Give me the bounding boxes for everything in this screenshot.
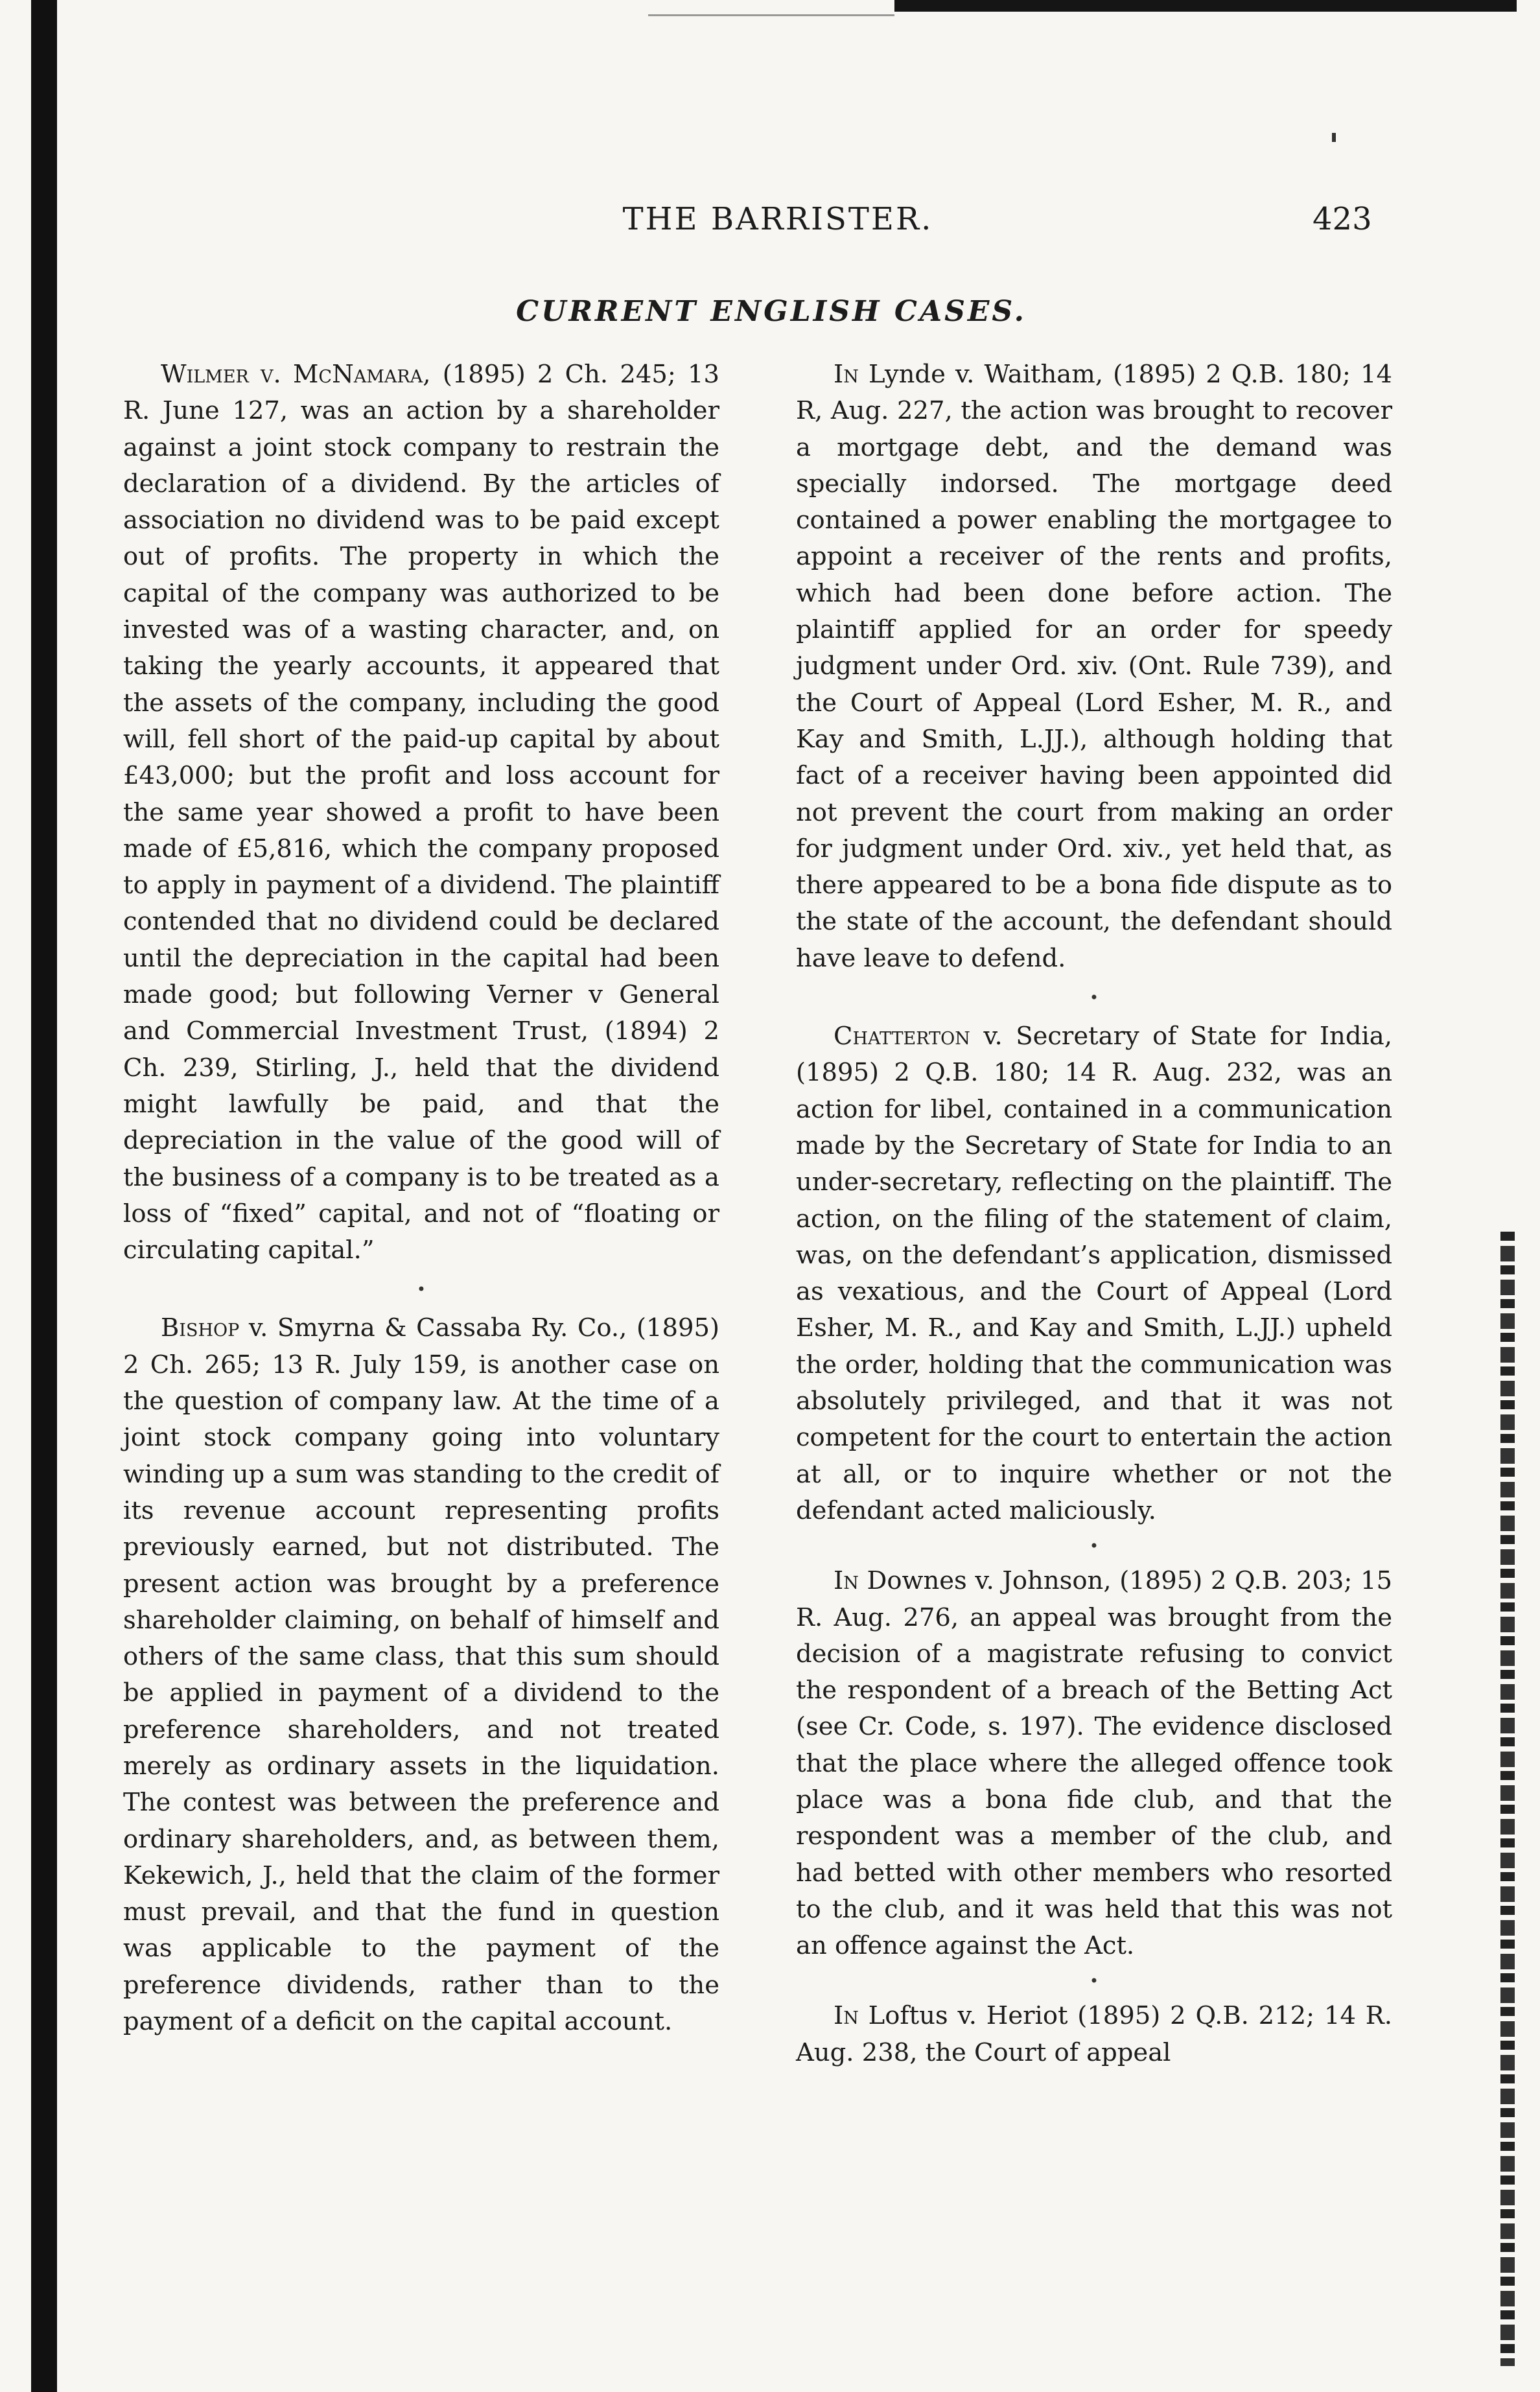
case-body: Lynde v. Waitham, (1895) 2 Q.B. 180; 14 R, Aug. 227, the action was brought to recover a mortgage debt, and the demand was specially indorsed. The mortgage deed contained a power enabling the mortgagee to appoint a receiver of the rents and profits, which had been done before action. The plaintiff applied for an order for speedy judgment under Ord. xiv. (Ont. Rule 739), and the Court of Appeal (Lord Esher, M. R., and Kay and Smith, L.JJ.), although holding that fact of a receiver having been appointed did not prevent the court from making an order for judgment under Ord. xiv., yet held that, as there appeared to be a bona fide dispute as to the state of the account, the defendant should have leave to defend.	[796, 360, 1392, 973]
case-paragraph	[123, 1310, 719, 2040]
case-title: Bishop	[161, 1313, 240, 1343]
case-lead: In	[834, 2001, 859, 2031]
separator-ornament: •	[416, 1280, 426, 1299]
page-number: 423	[1312, 201, 1372, 237]
case-body: v. Secretary of State for India, (1895) 2 Q.B. 180; 14 R. Aug. 232, was an action for libel, contained in a communication made by the Secretary of State for India to an under-secretary, reflecting on the plaintiff. The action, on the filing of the statement of claim, was, on the defendant’s application, dismissed as vexatious, and the Court of Appeal (Lord Esher, M. R., and Kay and Smith, L.JJ.) upheld the order, holding that the communication was absolutely privileged, and that it was not competent for the court to entertain the action at all, or to inquire whether or not the defendant acted maliciously.	[796, 1022, 1392, 1525]
separator-ornament: •	[1089, 1972, 1099, 1991]
case-body: Loftus v. Heriot (1895) 2 Q.B. 212; 14 R. Aug. 238, the Court of appeal	[796, 2001, 1392, 2067]
case-title: Wilmer v. McNamara,	[161, 360, 431, 389]
scan-top-rule	[648, 14, 894, 16]
case-title: Chatterton	[834, 1022, 970, 1051]
separator-ornament: •	[1089, 1537, 1099, 1556]
case-paragraph	[796, 1563, 1392, 1964]
left-column	[123, 357, 719, 2040]
case-body: (1895) 2 Ch. 245; 13 R. June 127, was an action by a shareholder against a joint stock company to restrain the declaration of a dividend. By the articles of association no dividend was to be paid except out of profits. The property in which the capital of the company was authorized to be invested was of a wasting character, and, on taking the yearly accounts, it appeared that the assets of the company, including the good will, fell short of the paid-up capital by about £43,000; but the profit and loss account for the same year showed a profit to have been made of £5,816, which the company proposed to apply in payment of a dividend. The plaintiff contended that no dividend could be declared until the depreciation in the capital had been made good; but following Verner v General and Commercial Investment Trust, (1894) 2 Ch. 239, Stirling, J., held that the dividend might lawfully be paid, and that the depreciation in the value of the good will of the business of a company is to be treated as a loss of “fixed” capital, and not of “floating or circulating capital.”	[123, 360, 719, 1265]
case-paragraph	[796, 1018, 1392, 1529]
case-lead: In	[834, 360, 859, 389]
running-title: THE BARRISTER.	[622, 201, 933, 237]
case-lead: In	[834, 1566, 859, 1596]
case-paragraph	[796, 1998, 1392, 2071]
scan-speck	[1332, 133, 1336, 142]
case-body: v. Smyrna & Cassaba Ry. Co., (1895) 2 Ch. 265; 13 R. July 159, is another case on the question of company law. At the time of a joint stock company going into voluntary winding up a sum was standing to the credit of its revenue account representing profits previously earned, but not distributed. The present action was brought by a preference shareholder claiming, on behalf of himself and others of the same class, that this sum should be applied in payment of a dividend to the preference shareholders, and not treated merely as ordinary assets in the liquidation. The contest was between the preference and ordinary shareholders, and, as between them, Kekewich, J., held that the claim of the former must prevail, and that the fund in question was applicable to the payment of the preference dividends, rather than to the payment of a deficit on the capital account.	[123, 1313, 719, 2037]
scan-top-edge	[894, 0, 1517, 12]
scan-right-edge	[1500, 1232, 1515, 2366]
separator-ornament: •	[1089, 989, 1099, 1007]
case-body: Downes v. Johnson, (1895) 2 Q.B. 203; 15 R. Aug. 276, an appeal was brought from the decision of a magistrate refusing to convict the respondent of a breach of the Betting Act (see Cr. Code, s. 197). The evidence disclosed that the place where the alleged offence took place was a bona fide club, and that the respondent was a member of the club, and had betted with other members who resorted to the club, and it was held that this was not an offence against the Act.	[796, 1566, 1392, 1961]
right-column	[796, 357, 1392, 2071]
scan-binding-edge	[31, 0, 57, 2392]
case-paragraph	[123, 357, 719, 1269]
case-paragraph	[796, 357, 1392, 977]
section-heading: CURRENT ENGLISH CASES.	[516, 295, 1027, 328]
